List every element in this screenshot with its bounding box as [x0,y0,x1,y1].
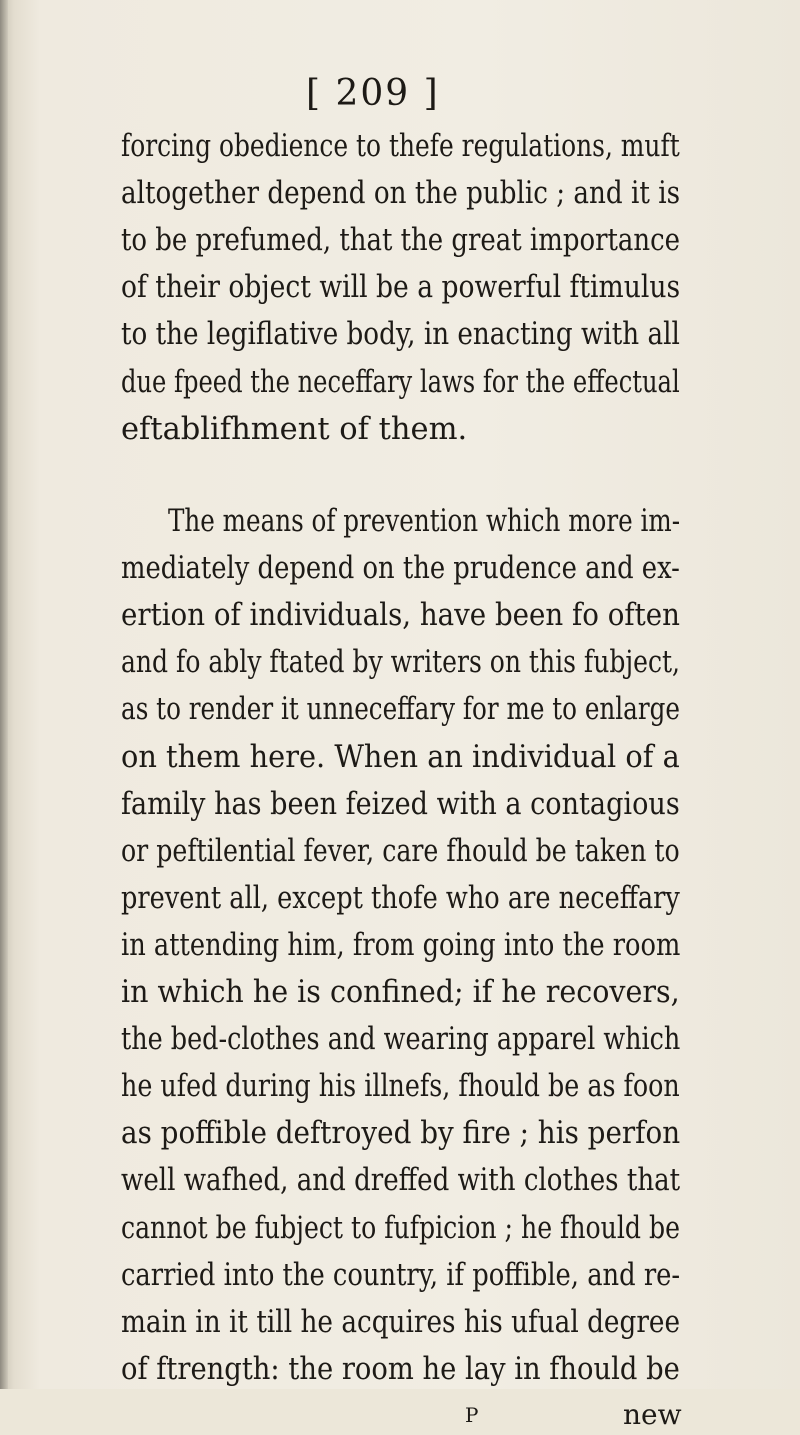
text-line: ertion of individuals, have been fo often [121,598,680,633]
text-line: mediately depend on the prudence and ex- [121,551,680,586]
signature-mark: P [465,1403,480,1427]
text-line: to be prefumed, that the great importance [121,223,681,258]
text-line: or peftilential fever, care fhould be taken to [121,834,680,869]
text-line: prevent all, except thofe who are neceffary [121,881,680,916]
text-line: cannot be fubject to fufpicion ; he fhould be [121,1211,680,1246]
text-line: to the legiflative body, in enacting with all [121,317,680,352]
text-line: The means of prevention which more im- [168,504,681,539]
text-line: of their object will be a powerful ftimulus [121,270,681,305]
text-line: main in it till he acquires his ufual degree [121,1305,681,1340]
text-line: he ufed during his illnefs, fhould be as foon [121,1069,680,1104]
text-line: altogether depend on the public ; and it is [121,176,681,211]
text-line: well wafhed, and dreffed with clothes that [121,1163,681,1198]
text-line: the bed-clothes and wearing apparel which [121,1022,681,1057]
page-number-header: [ 209 ] [306,73,440,114]
text-line: eftablifhment of them. [121,412,468,447]
text-line: in attending him, from going into the room [121,928,681,963]
text-line: due fpeed the neceffary laws for the effectual [121,365,680,400]
text-line: as poffible deftroyed by fire ; his perfon [121,1116,681,1151]
catchword: new [623,1398,682,1431]
binding-gutter [0,0,8,1389]
text-line: family has been feized with a contagious [121,787,680,822]
text-line: and fo ably ftated by writers on this fubject, [121,645,680,680]
text-line: on them here. When an individual of a [121,740,680,775]
text-line: as to render it unneceffary for me to enlarge [121,692,681,727]
text-line: carried into the country, if poffible, and re- [121,1258,681,1293]
text-line: of ftrength: the room he lay in fhould be [121,1352,680,1387]
text-line: in which he is confined; if he recovers, [121,975,680,1010]
text-line: forcing obedience to thefe regulations, muft [121,129,680,164]
